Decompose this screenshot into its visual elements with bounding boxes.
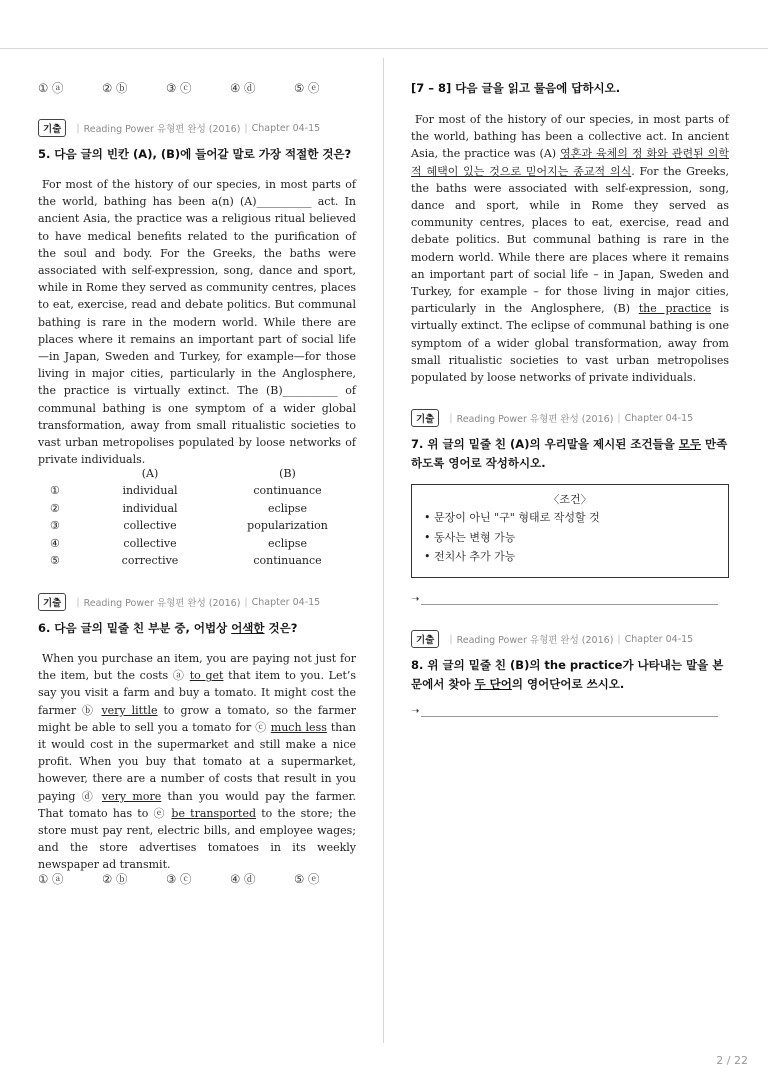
choice-1[interactable]: ① ⓐ [38,872,64,886]
source-book: Reading Power 유형편 완성 (2016) [83,124,241,135]
choice-1[interactable]: ① ⓐ [38,81,64,95]
page-number: 2 / 22 [716,1054,748,1067]
choice-2[interactable]: ② ⓑ [102,81,128,95]
q5-passage: For most of the history of our species, in most parts of the world, bathing has been a(n) (A)__________ act. In ancient Asia, the practice was a religious ritual believed to have medical benefits related to the purification of the soul and body. For the Greeks, the baths were associated with self-expression, song, dance and sport, while in Rome they served as community centres, places to eat, exercise, read and debate politics. But communal bathing is rare in the modern world. While there are places where it remains an important part of social life—in Japan, Sweden and Turkey, for example—for those living in major cities, particularly in the Anglosphere, the practice is virtually extinct. The (B)__________ of communal bathing is one symptom of a wider global transformation, away from small ritualistic societies to vast urban metropolises populated by loose networks of private individuals. [38,178,356,467]
q6-passage: When you purchase an item, you are paying not just for the item, but the costs ⓐ to get that item to you. Let’s say you visit a farm and buy a tomato. It might cost the farmer ⓑ very little to grow a tomato, so the farmer might be able to sell you a tomato for ⓒ much less than it would cost in the supermarket and still make a nice profit. When you buy that tomato at a supermarket, however, there are a number of costs that result in you paying ⓓ very more than you would pay the farmer. That tomato has to ⓔ be transported to the store; the store must pay rent, electric bills, and employee wages; and the store advertises tomatoes in its weekly newspaper ad transmit. [38,652,357,872]
q7-answer-line[interactable] [421,604,718,605]
q5-option-5[interactable]: ⑤ corrective continuance [50,554,322,568]
q6-title: 6. 다음 글의 밑줄 친 부분 중, 어법상 어색한 것은? [38,621,298,635]
q7-title: 7. 위 글의 밑줄 친 (A)의 우리말을 제시된 조건들을 모두 만족하도록 영어로 작성하시오. [411,437,728,470]
q8-answer-line[interactable] [421,716,718,717]
source-chapter: Chapter 04-15 [624,412,694,424]
q5-options-header: (A) (B) [141,467,296,480]
conditions-title: 〈조건〉 [548,493,592,506]
q5-option-1[interactable]: ① individual continuance [50,484,322,498]
underline-c: much less [270,720,327,734]
q5-title: 5. 다음 글의 빈칸 (A), (B)에 들어갈 말로 가장 적절한 것은? [38,147,352,161]
condition-item: • 동사는 변형 가능 [424,530,516,544]
source-badge: 기출 [38,593,66,611]
q7-source: 기출 | Reading Power 유형편 완성 (2016) | Chapter 04-15 [411,409,693,427]
q6-source: 기출 | Reading Power 유형편 완성 (2016) | Chapter 04-15 [38,593,320,611]
arrow-icon: ➝ [411,594,420,605]
source-badge: 기출 [411,409,439,427]
marker-e: ⓔ [153,806,167,820]
q8-source: 기출 | Reading Power 유형편 완성 (2016) | Chapter 04-15 [411,630,693,648]
source-book: Reading Power 유형편 완성 (2016) [456,635,614,646]
source-chapter: Chapter 04-15 [624,633,694,645]
underline-e: be transported [171,806,257,820]
underline-a: to get [189,669,224,683]
marker-c: ⓒ [255,720,267,734]
choice-4[interactable]: ④ ⓓ [230,872,256,886]
q7-title-underline: 모두 [678,437,701,451]
q7-conditions-box [411,484,729,578]
choice-5[interactable]: ⑤ ⓔ [294,872,320,886]
q5-option-4[interactable]: ④ collective eclipse [50,536,307,550]
underline-b: very little [101,703,158,717]
underline-a-korean: 영혼과 육체의 정 화와 관련된 의학적 혜택이 있는 것으로 믿어지는 종교적 의식 [411,147,729,178]
header-divider [0,48,768,49]
q6-title-underline: 어색한 [231,621,265,635]
q78-passage: For most of the history of our species, in most parts of the world, bathing has been a collective act. In ancient Asia, the practice was (A) 영혼과 육체의 정 화와 관련된 의학적 혜택이 있는 것으로 믿어지는 종교적 의식. For the Greeks, the baths were associated with self-expression, song, dance and sport, while in Rome they served as community centres, places to eat, exercise, read and debate politics. But communal bathing is rare in the modern world. While there are places where it remains an important part of social life – in Japan, Sweden and Turkey, for example – for those living in major cities, particularly in the Anglosphere, (B) the practice is virtually extinct. The eclipse of communal bathing is one symptom of a wider global transformation, away from small ritualistic societies to vast urban metropolises populated by loose networks of private individuals. [411,113,730,385]
source-chapter: Chapter 04-15 [251,122,321,134]
source-book: Reading Power 유형편 완성 (2016) [83,598,241,609]
choice-3[interactable]: ③ ⓒ [166,872,192,886]
column-divider [383,58,384,1043]
q8-title: 8. 위 글의 밑줄 친 (B)의 the practice가 나타내는 말을 본문에서 찾아 두 단어의 영어단어로 쓰시오. [411,658,724,691]
q8-title-underline: 두 단어 [474,677,512,691]
underline-d: very more [101,789,162,803]
condition-item: • 문장이 아닌 "구" 형태로 작성할 것 [424,511,600,524]
arrow-icon: ➝ [411,706,420,717]
q6-answer-choices [38,871,358,887]
q4-answer-choices [38,80,358,96]
source-badge: 기출 [411,630,439,648]
marker-d: ⓓ [81,789,96,803]
choice-3[interactable]: ③ ⓒ [166,81,192,95]
underline-b-practice: the practice [638,302,712,316]
q5-source: 기출 | Reading Power 유형편 완성 (2016) | Chapter 04-15 [38,119,320,137]
q5-option-2[interactable]: ② individual eclipse [50,501,307,515]
q78-heading: [7 – 8] 다음 글을 읽고 물음에 답하시오. [411,81,621,95]
q5-option-3[interactable]: ③ collective popularization [50,519,328,533]
choice-2[interactable]: ② ⓑ [102,872,128,886]
marker-b: ⓑ [82,703,96,717]
marker-a: ⓐ [172,669,186,683]
source-badge: 기출 [38,119,66,137]
choice-5[interactable]: ⑤ ⓔ [294,81,320,95]
condition-item: • 전치사 추가 가능 [424,550,516,563]
source-chapter: Chapter 04-15 [251,596,321,608]
q5-options [38,465,355,569]
source-book: Reading Power 유형편 완성 (2016) [456,414,614,425]
choice-4[interactable]: ④ ⓓ [230,81,256,95]
